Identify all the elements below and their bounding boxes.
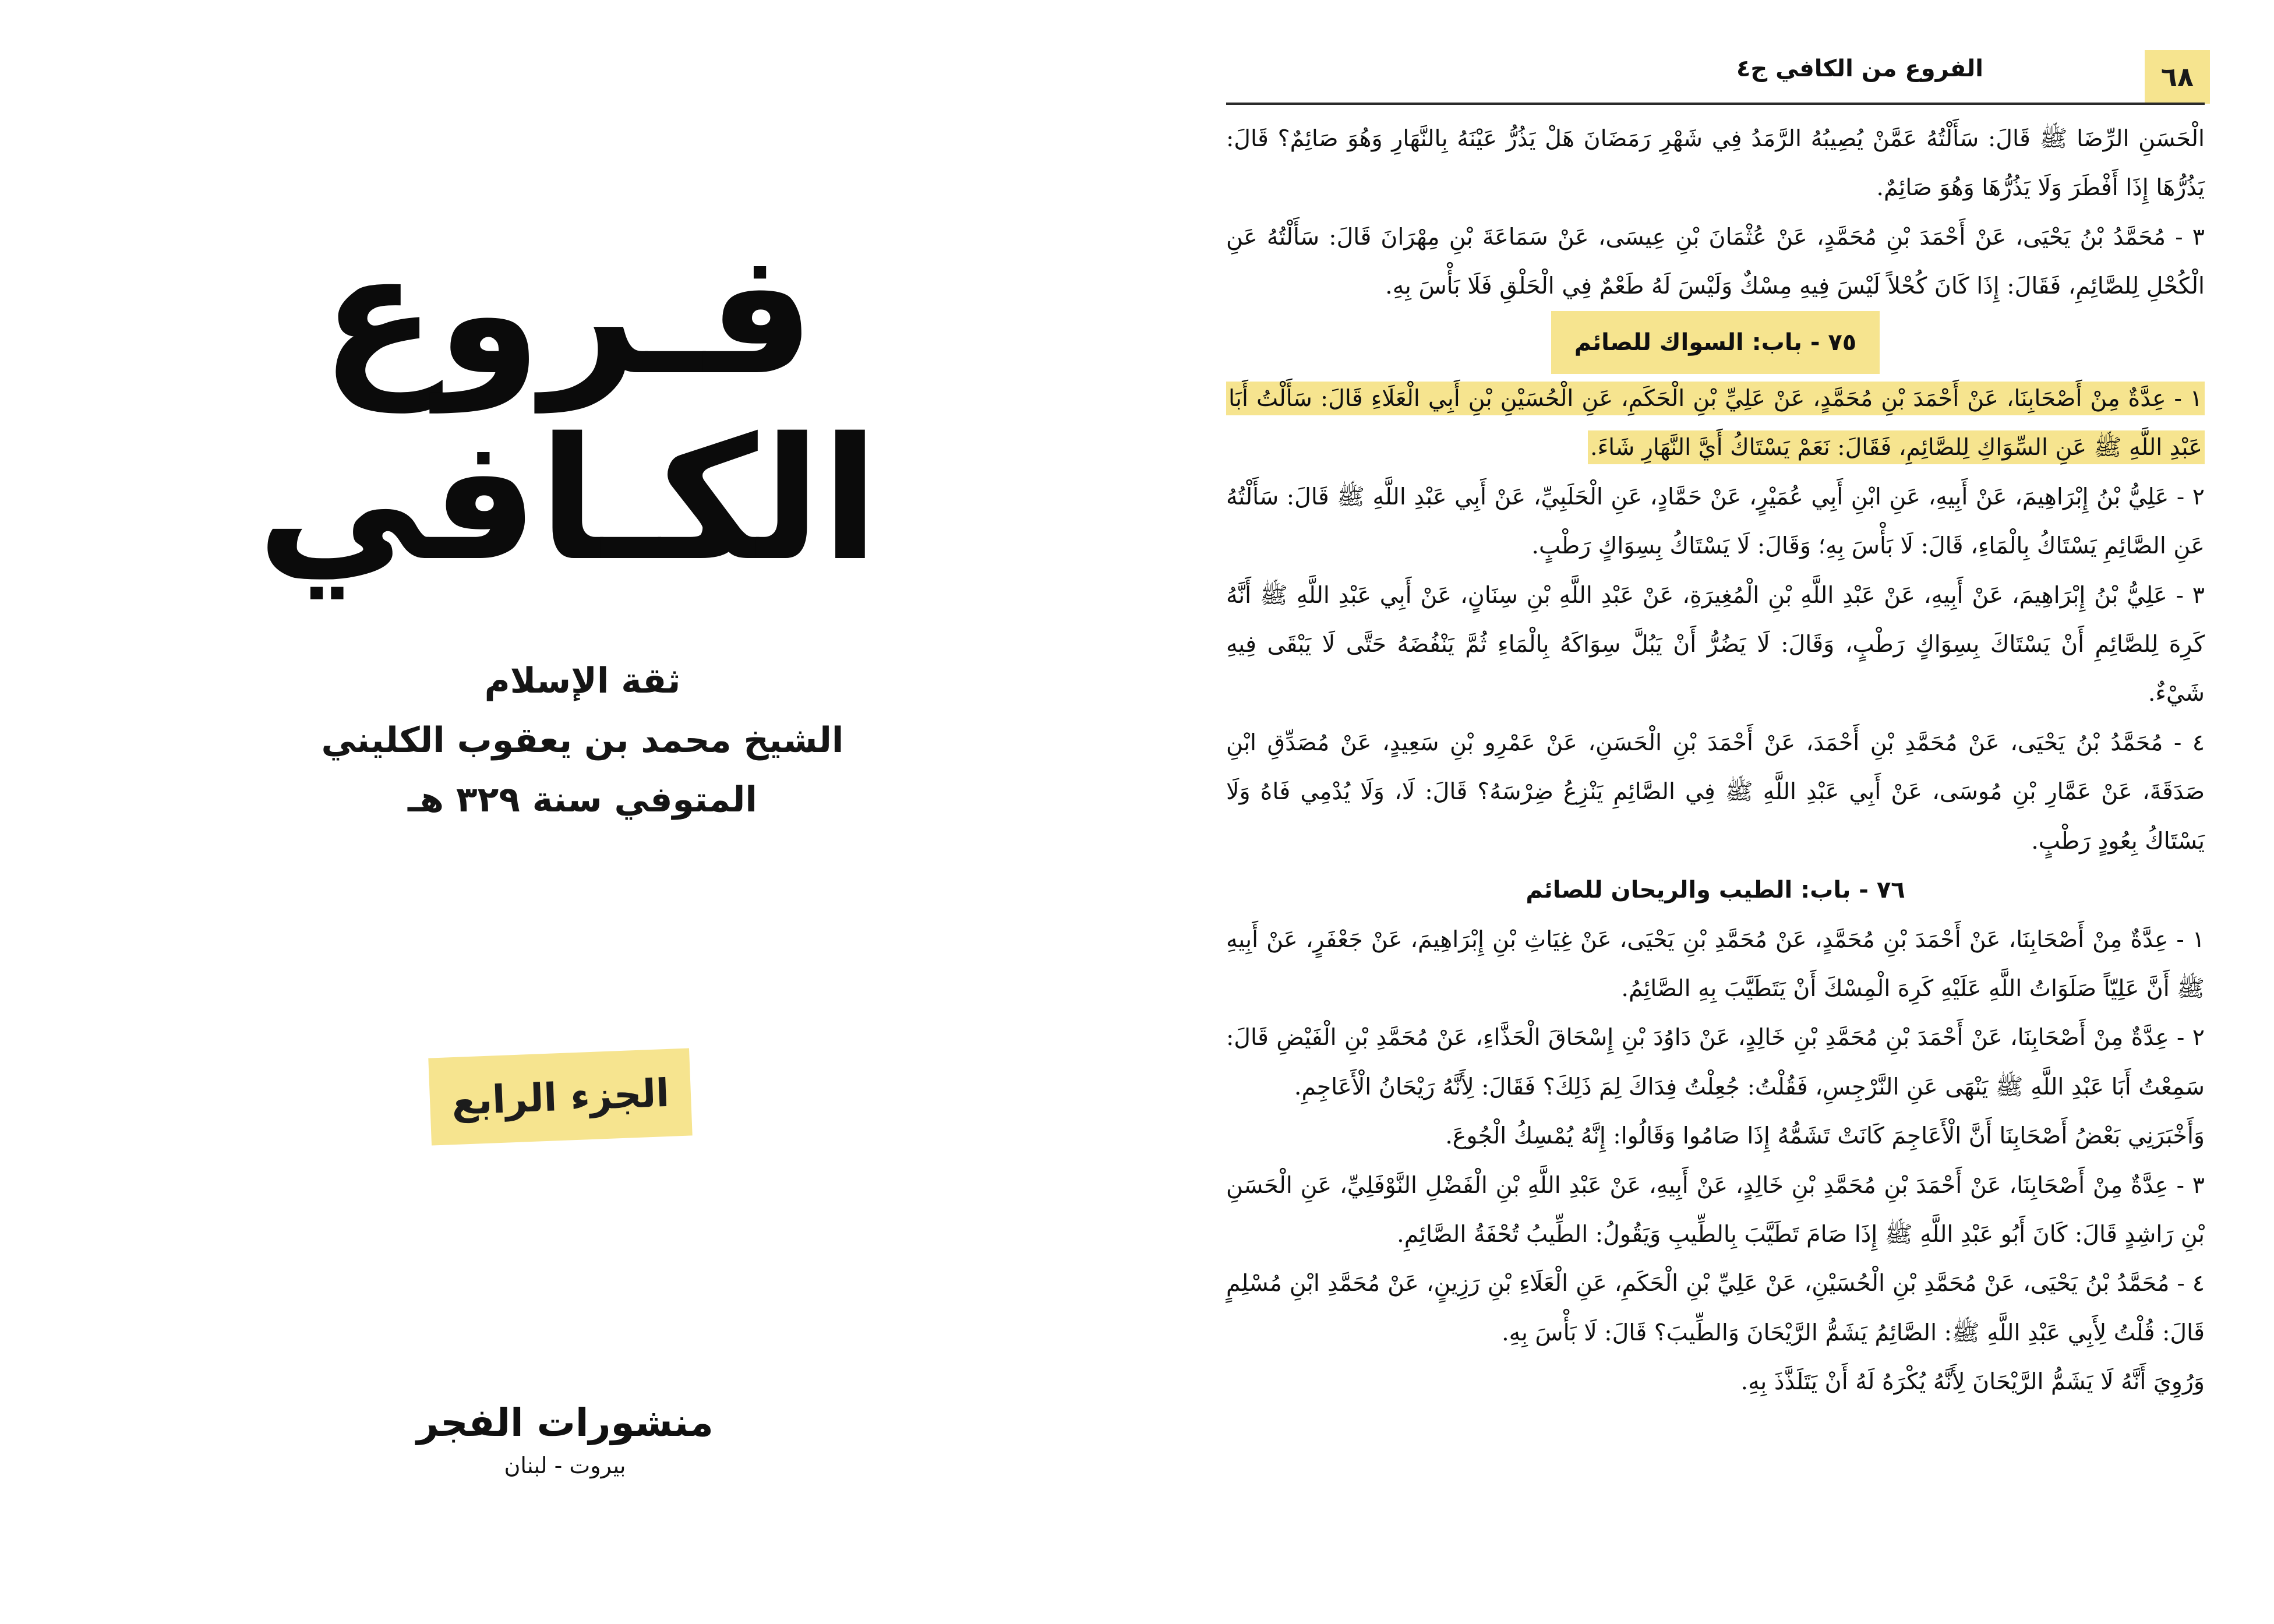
hadith-text: وَرُوِيَ أَنَّهُ لَا يَشَمُّ الرَّيْحَانَ لِأَنَّهُ يُكْرَهُ لَهُ أَنْ يَتَلَذَّذَ بِهِ. [1740, 1368, 2205, 1396]
author-honorific: ثقة الإسلام [484, 661, 681, 701]
body-text [1226, 114, 2205, 1407]
hadith-text: ٤ - مُحَمَّدُ بْنُ يَحْيَى، عَنْ مُحَمَّدِ بْنِ الْحُسَيْنِ، عَنْ عَلِيِّ بْنِ الْحَكَمِ، عَنِ الْعَلَاءِ بْنِ رَزِينٍ، عَنْ مُحَمَّدِ ابْنِ مُسْلِمٍ قَالَ: قُلْتُ لِأَبِي عَبْدِ اللَّهِ ﷺ: الصَّائِمُ يَشَمُّ الرَّيْحَانَ وَالطِّيبَ؟ قَالَ: لَا بَأْسَ بِهِ. [1226, 1270, 2205, 1346]
hadith-text: ١ - عِدَّةٌ مِنْ أَصْحَابِنَا، عَنْ أَحْمَدَ بْنِ مُحَمَّدٍ، عَنْ مُحَمَّدِ بْنِ يَحْيَى، عَنْ غِيَاثِ بْنِ إِبْرَاهِيمَ، عَنْ جَعْفَرٍ، عَنْ أَبِيهِ ﷺ أَنَّ عَلِيّاً صَلَوَاتُ اللَّهِ عَلَيْهِ كَرِهَ الْمِسْكَ أَنْ يَتَطَيَّبَ بِهِ الصَّائِمُ. [1226, 926, 2205, 1002]
volume-label: الجزء الرابع [428, 1048, 692, 1145]
text-page [1139, 0, 2274, 1624]
hadith-paragraph [1226, 213, 2205, 311]
hadith-paragraph [1226, 915, 2205, 1014]
author-name: الشيخ محمد بن يعقوب الكليني [321, 720, 844, 761]
author-death-year: المتوفي سنة ٣٢٩ هـ [408, 779, 757, 820]
hadith-paragraph [1226, 1259, 2205, 1357]
hadith-text: ٢ - عَلِيُّ بْنُ إِبْرَاهِيمَ، عَنْ أَبِيهِ، عَنِ ابْنِ أَبِي عُمَيْرٍ، عَنْ حَمَّادٍ، عَنِ الْحَلَبِيِّ، عَنْ أَبِي عَبْدِ اللَّهِ ﷺ قَالَ: سَأَلْتُهُ عَنِ الصَّائِمِ يَسْتَاكُ بِالْمَاءِ، قَالَ: لَا بَأْسَ بِهِ؛ وَقَالَ: لَا يَسْتَاكُ بِسِوَاكٍ رَطْبٍ. [1226, 483, 2205, 560]
hadith-text: وَأَخْبَرَنِي بَعْضُ أَصْحَابِنَا أَنَّ الْأَعَاجِمَ كَانَتْ تَشَمُّهُ إِذَا صَامُوا وَقَالُوا: إِنَّهُ يُمْسِكُ الْجُوعَ. [1445, 1122, 2205, 1150]
hadith-paragraph [1226, 1013, 2205, 1111]
hadith-paragraph [1226, 1357, 2205, 1406]
publisher-name: منشورات الفجر [416, 1400, 714, 1445]
hadith-paragraph [1226, 571, 2205, 718]
hadith-text: ٣ - عِدَّةٌ مِنْ أَصْحَابِنَا، عَنْ أَحْمَدَ بْنِ مُحَمَّدِ بْنِ خَالِدٍ، عَنْ أَبِيهِ، عَنْ عَبْدِ اللَّهِ بْنِ الْفَضْلِ النَّوْفَلِيِّ، عَنِ الْحَسَنِ بْنِ رَاشِدٍ قَالَ: كَانَ أَبُو عَبْدِ اللَّهِ ﷺ إِذَا صَامَ تَطَيَّبَ بِالطِّيبِ وَيَقُولُ: الطِّيبُ تُحْفَةُ الصَّائِمِ. [1226, 1171, 2205, 1248]
hadith-text: ٤ - مُحَمَّدُ بْنُ يَحْيَى، عَنْ مُحَمَّدِ بْنِ أَحْمَدَ، عَنْ أَحْمَدَ بْنِ الْحَسَنِ، عَنْ عَمْرِو بْنِ سَعِيدٍ، عَنْ مُصَدِّقِ ابْنِ صَدَقَةَ، عَنْ عَمَّارِ بْنِ مُوسَى، عَنْ أَبِي عَبْدِ اللَّهِ ﷺ فِي الصَّائِمِ يَنْزِعُ ضِرْسَهُ؟ قَالَ: لَا، وَلَا يُدْمِي فَاهُ وَلَا يَسْتَاكُ بِعُودٍ رَطْبٍ. [1226, 729, 2205, 855]
book-title: فـروع الكـافي [256, 216, 880, 598]
running-title: الفروع من الكافي ج٤ [1736, 55, 1983, 82]
author-block [204, 651, 961, 829]
hadith-paragraph [1226, 114, 2205, 213]
section-heading-text: ٧٦ - باب: الطيب والريحان للصائم [1526, 877, 1905, 904]
publisher-city: بيروت - لبنان [504, 1453, 626, 1478]
hadith-paragraph [1226, 374, 2205, 472]
hadith-text: ١ - عِدَّةٌ مِنْ أَصْحَابِنَا، عَنْ أَحْمَدَ بْنِ مُحَمَّدٍ، عَنْ عَلِيِّ بْنِ الْحَكَمِ، عَنِ الْحُسَيْنِ بْنِ أَبِي الْعَلَاءِ قَالَ: سَأَلْتُ أَبَا عَبْدِ اللَّهِ ﷺ عَنِ السِّوَاكِ لِلصَّائِمِ، فَقَالَ: نَعَمْ يَسْتَاكُ أَيَّ النَّهَارِ شَاءَ. [1226, 382, 2205, 464]
hadith-text: الْحَسَنِ الرِّضَا ﷺ قَالَ: سَأَلْتُهُ عَمَّنْ يُصِيبُهُ الرَّمَدُ فِي شَهْرِ رَمَضَانَ هَلْ يَذُرُّ عَيْنَهُ بِالنَّهَارِ وَهُوَ صَائِمٌ؟ قَالَ: يَذُرُّهَا إِذَا أَفْطَرَ وَلَا يَذُرُّهَا وَهُوَ صَائِمٌ. [1226, 125, 2205, 202]
section-heading [1226, 311, 2205, 374]
hadith-text: ٣ - مُحَمَّدُ بْنُ يَحْيَى، عَنْ أَحْمَدَ بْنِ مُحَمَّدٍ، عَنْ عُثْمَانَ بْنِ عِيسَى، عَنْ سَمَاعَةَ بْنِ مِهْرَانَ قَالَ: سَأَلْتُهُ عَنِ الْكُحْلِ لِلصَّائِمِ، فَقَالَ: إِذَا كَانَ كُحْلاً لَيْسَ فِيهِ مِسْكٌ وَلَيْسَ لَهُ طَعْمٌ فِي الْحَلْقِ فَلَا بَأْسَ بِهِ. [1226, 223, 2205, 300]
page-number: ٦٨ [2145, 50, 2210, 104]
hadith-paragraph [1226, 1161, 2205, 1259]
hadith-paragraph [1226, 472, 2205, 571]
hadith-text: ٣ - عَلِيُّ بْنُ إِبْرَاهِيمَ، عَنْ أَبِيهِ، عَنْ عَبْدِ اللَّهِ بْنِ الْمُغِيرَةِ، عَنْ عَبْدِ اللَّهِ بْنِ سِنَانٍ، عَنْ أَبِي عَبْدِ اللَّهِ ﷺ أَنَّهُ كَرِهَ لِلصَّائِمِ أَنْ يَسْتَاكَ بِسِوَاكٍ رَطْبٍ، وَقَالَ: لَا يَضُرُّ أَنْ يَبُلَّ سِوَاكَهُ بِالْمَاءِ ثُمَّ يَنْفُضَهُ حَتَّى لَا يَبْقَى فِيهِ شَيْءٌ. [1226, 581, 2205, 707]
publisher-block [384, 1397, 746, 1482]
hadith-text: ٢ - عِدَّةٌ مِنْ أَصْحَابِنَا، عَنْ أَحْمَدَ بْنِ مُحَمَّدِ بْنِ خَالِدٍ، عَنْ دَاوُدَ بْنِ إِسْحَاقَ الْحَذَّاءِ، عَنْ مُحَمَّدِ بْنِ الْفَيْضِ قَالَ: سَمِعْتُ أَبَا عَبْدِ اللَّهِ ﷺ يَنْهَى عَنِ النَّرْجِسِ، فَقُلْتُ: جُعِلْتُ فِدَاكَ لِمَ ذَلِكَ؟ فَقَالَ: لِأَنَّهُ رَيْحَانُ الْأَعَاجِمِ. [1226, 1024, 2205, 1100]
section-heading [1226, 866, 2205, 915]
hadith-paragraph [1226, 718, 2205, 866]
header-rule [1226, 103, 2205, 105]
section-heading-text: ٧٥ - باب: السواك للصائم [1551, 311, 1880, 374]
hadith-paragraph [1226, 1111, 2205, 1160]
